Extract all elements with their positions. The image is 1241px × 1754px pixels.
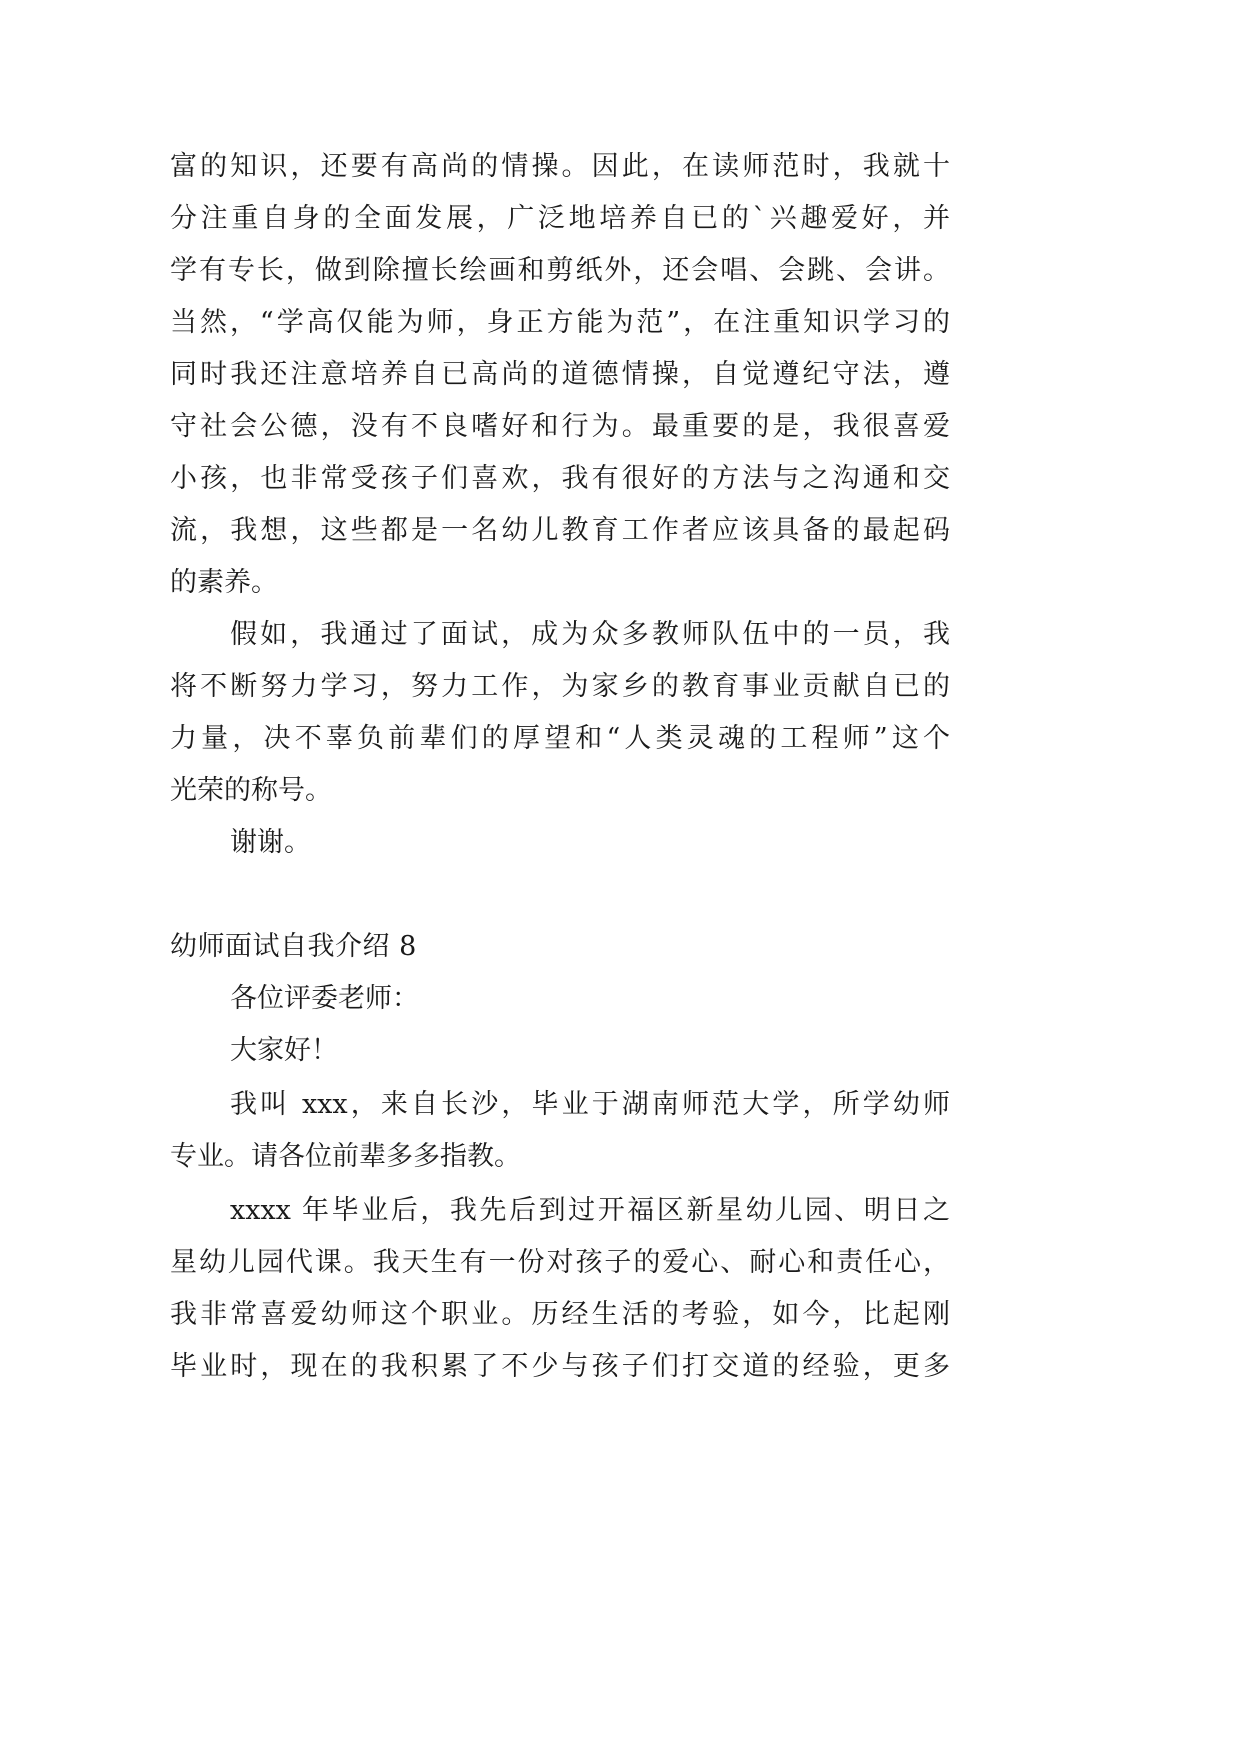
paragraph-first-line: 假如，我通过了面试，成为众多教师队伍中的一员，我 — [230, 619, 950, 650]
text-line: 毕业时，现在的我积累了不少与孩子们打交道的经验，更多 — [170, 1351, 950, 1382]
text-line: 守社会公德，没有不良嗜好和行为。最重要的是，我很喜爱 — [170, 411, 950, 442]
text-line: 星幼儿园代课。我天生有一份对孩子的爱心、耐心和责任心， — [170, 1247, 950, 1278]
closing-line: 谢谢。 — [230, 827, 311, 858]
text-line: 力量，决不辜负前辈们的厚望和“人类灵魂的工程师”这个 — [170, 723, 950, 754]
section-heading: 幼师面试自我介绍 8 — [170, 931, 417, 962]
text-line: 将不断努力学习，努力工作，为家乡的教育事业贡献自已的 — [170, 671, 950, 702]
text-line: 学有专长，做到除擅长绘画和剪纸外，还会唱、会跳、会讲。 — [170, 255, 950, 286]
text-line: 小孩，也非常受孩子们喜欢，我有很好的方法与之沟通和交 — [170, 463, 950, 494]
greeting-line: 大家好！ — [230, 1035, 338, 1066]
text-line: 当然，“学高仅能为师，身正方能为范”，在注重知识学习的 — [170, 307, 950, 338]
paragraph-first-line: xxxx 年毕业后，我先后到过开福区新星幼儿园、明日之 — [230, 1195, 950, 1226]
text-line: 富的知识，还要有高尚的情操。因此，在读师范时，我就十 — [170, 151, 950, 182]
text-line: 流，我想，这些都是一名幼儿教育工作者应该具备的最起码 — [170, 515, 950, 546]
text-line: 我非常喜爱幼师这个职业。历经生活的考验，如今，比起刚 — [170, 1299, 950, 1330]
text-line: 的素养。 — [170, 567, 278, 598]
text-line: 分注重自身的全面发展，广泛地培养自已的`兴趣爱好，并 — [170, 203, 950, 234]
salutation-line: 各位评委老师： — [230, 983, 419, 1014]
text-line: 光荣的称号。 — [170, 775, 332, 806]
text-line: 专业。请各位前辈多多指教。 — [170, 1141, 521, 1172]
paragraph-first-line: 我叫 xxx，来自长沙，毕业于湖南师范大学，所学幼师 — [230, 1089, 950, 1120]
text-line: 同时我还注意培养自已高尚的道德情操，自觉遵纪守法，遵 — [170, 359, 950, 390]
